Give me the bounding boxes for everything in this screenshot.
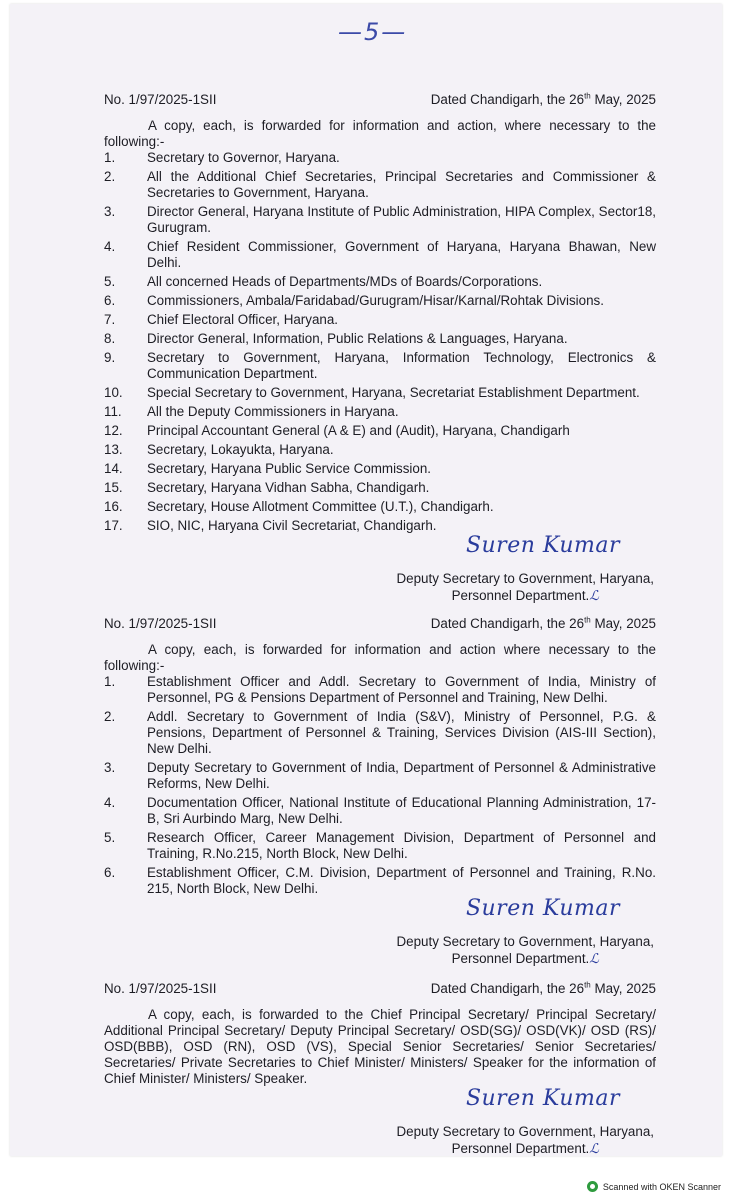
list-item-text: Commissioners, Ambala/Faridabad/Gurugram/Hisar/Karnal/Rohtak Divisions. [147,293,604,308]
list-item-number: 5. [104,830,116,845]
list-item [104,709,656,757]
list-item [104,423,656,439]
list-item-number: 7. [104,312,116,327]
list-item-text: Establishment Officer and Addl. Secretary to Government of India, Ministry of Personnel, PG & Pensions Department of Personnel and Training, New Delhi. [147,674,656,705]
list-item [104,865,656,897]
list-item [104,204,656,236]
list-item-number: 3. [104,204,116,219]
date-line: Dated Chandigarh, the 26th May, 2025 [430,91,656,107]
signature: Suren Kumar [465,533,620,558]
list-item-number: 10. [104,385,123,400]
list-item-text: Research Officer, Career Management Division, Department of Personnel and Training, R.No.215, North Block, New Delhi. [147,830,656,861]
list-item-text: Secretary, Haryana Vidhan Sabha, Chandigarh. [147,480,430,495]
document-body [104,92,656,1171]
list-item [104,830,656,862]
endorsement-section-3 [104,981,656,1171]
list-item [104,312,656,328]
document-page [10,4,722,1156]
list-item [104,274,656,290]
list-item-number: 13. [104,442,123,457]
list-item-number: 9. [104,350,116,365]
list-item-text: Establishment Officer, C.M. Division, Department of Personnel and Training, R.No. 215, North Block, New Delhi. [147,865,656,896]
section-header [104,981,656,997]
list-item-number: 11. [104,404,122,419]
signature-block [104,1086,656,1171]
list-item [104,350,656,382]
designation: Deputy Secretary to Government, Haryana, Personnel Department.ℒ [396,1124,654,1157]
list-item-number: 12. [104,423,123,438]
list-item-text: Director General, Haryana Institute of Public Administration, HIPA Complex, Sector18, Gurugram. [147,204,656,235]
list-item [104,385,656,401]
list-item-number: 4. [104,795,116,810]
date-line: Dated Chandigarh, the 26th May, 2025 [430,980,656,996]
list-item-text: Director General, Information, Public Relations & Languages, Haryana. [147,331,568,346]
list-item-text: Addl. Secretary to Government of India (S&V), Ministry of Personnel, P.G. & Pensions, Department of Personnel & Training, Services Division (AIS-III Section), New Delhi. [147,709,656,756]
list-item-text: Secretary, Haryana Public Service Commission. [147,461,432,476]
designation: Deputy Secretary to Government, Haryana, Personnel Department.ℒ [396,571,654,604]
endorsement-section-1 [104,92,656,616]
list-item-text: Special Secretary to Government, Haryana, Secretariat Establishment Department. [147,385,640,400]
list-item-text: Secretary, Lokayukta, Haryana. [147,442,334,457]
designation: Deputy Secretary to Government, Haryana, Personnel Department.ℒ [396,934,654,967]
list-item-number: 4. [104,239,116,254]
list-item-text: Secretary, House Allotment Committee (U.T.), Chandigarh. [147,499,494,514]
signature: Suren Kumar [465,896,620,921]
list-item-number: 16. [104,499,123,514]
list-item-text: SIO, NIC, Haryana Civil Secretariat, Chandigarh. [147,518,437,533]
list-item-number: 8. [104,331,116,346]
list-item [104,518,656,534]
list-item [104,480,656,496]
list-item-number: 2. [104,709,116,724]
list-item-text: All the Additional Chief Secretaries, Principal Secretaries and Commissioner & Secretaries to Government, Haryana. [147,169,656,200]
list-item-number: 1. [104,674,116,689]
scanner-logo-icon [587,1181,598,1192]
list-item-number: 14. [104,461,123,476]
intro-paragraph: A copy, each, is forwarded for information and action, where necessary to the following:- [104,118,656,149]
scanner-watermark: Scanned with OKEN Scanner [587,1181,721,1192]
list-item-text: Chief Electoral Officer, Haryana. [147,312,339,327]
list-item-text: All concerned Heads of Departments/MDs of Boards/Corporations. [147,274,543,289]
signature-block [104,896,656,981]
list-item-number: 17. [104,518,123,533]
intro-paragraph: A copy, each, is forwarded to the Chief Principal Secretary/ Principal Secretary/ Additional Principal Secretary/ Deputy Principal Secretary/ OSD(SG)/ OSD(VK)/ OSD (RS)/ OSD(BBB), OSD (RN), OSD (VS), Special Senior Secretaries/ Senior Secretaries/ Secretaries/ Private Secretaries to Chief Minister/ Ministers/ Speaker for the information of Chief Minister/ Ministers/ Speaker. [104,1007,656,1086]
list-item [104,760,656,792]
intro-paragraph: A copy, each, is forwarded for information and action where necessary to the following:- [104,642,656,673]
signature: Suren Kumar [465,1086,620,1111]
initial-mark: ℒ [589,589,599,604]
list-item-text: Chief Resident Commissioner, Government of Haryana, Haryana Bhawan, New Delhi. [147,239,656,270]
file-number: No. 1/97/2025-1SII [104,92,217,107]
endorsement-section-2 [104,616,656,981]
list-item-number: 15. [104,480,123,495]
list-item-text: Secretary to Governor, Haryana. [147,150,340,165]
file-number: No. 1/97/2025-1SII [104,616,217,631]
initial-mark: ℒ [589,1142,599,1157]
list-item [104,461,656,477]
signature-block [104,533,656,616]
list-item-number: 5. [104,274,116,289]
list-item [104,442,656,458]
list-item-number: 6. [104,293,116,308]
list-item-text: All the Deputy Commissioners in Haryana. [147,404,399,419]
recipient-list [104,674,656,897]
handwritten-page-number: —5— [338,18,408,46]
list-item-number: 3. [104,760,116,775]
list-item [104,239,656,271]
initial-mark: ℒ [589,952,599,967]
list-item [104,331,656,347]
list-item-number: 2. [104,169,116,184]
list-item-number: 1. [104,150,116,165]
list-item [104,293,656,309]
list-item-text: Secretary to Government, Haryana, Information Technology, Electronics & Communication Department. [147,350,656,381]
list-item [104,169,656,201]
list-item [104,404,656,420]
date-line: Dated Chandigarh, the 26th May, 2025 [430,615,656,631]
list-item [104,674,656,706]
file-number: No. 1/97/2025-1SII [104,981,217,996]
list-item [104,150,656,166]
list-item-text: Documentation Officer, National Institute of Educational Planning Administration, 17-B, Sri Aurbindo Marg, New Delhi. [147,795,656,826]
list-item [104,795,656,827]
list-item [104,499,656,515]
recipient-list [104,150,656,534]
section-header [104,92,656,108]
section-header [104,616,656,632]
list-item-text: Deputy Secretary to Government of India, Department of Personnel & Administrative Reforms, New Delhi. [147,760,656,791]
list-item-text: Principal Accountant General (A & E) and (Audit), Haryana, Chandigarh [147,423,570,438]
list-item-number: 6. [104,865,116,880]
